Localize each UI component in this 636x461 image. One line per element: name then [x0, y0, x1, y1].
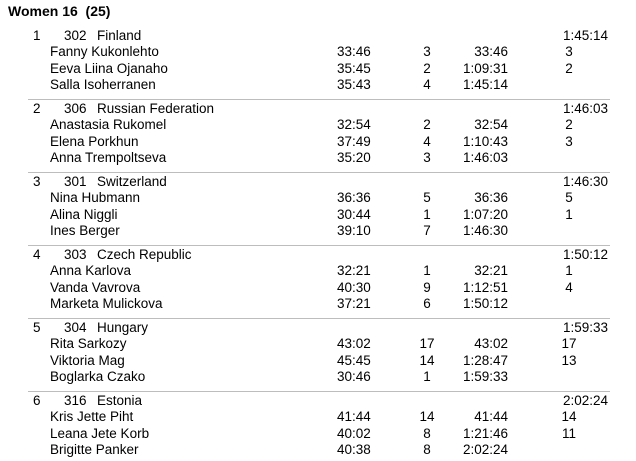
athlete-row: [0, 189, 636, 206]
leg-rank: 7: [423, 223, 431, 239]
cumulative-time: 1:12:51: [462, 279, 508, 295]
team-name: Czech Republic: [97, 247, 192, 262]
leg-time: 40:02: [337, 425, 371, 441]
athlete-row: [0, 43, 636, 60]
team-total-time: 1:45:14: [562, 28, 608, 43]
team-row: [0, 392, 636, 409]
team-name: Russian Federation: [97, 101, 215, 116]
leg-time: 32:21: [337, 263, 371, 279]
leg-rank: 9: [423, 279, 431, 295]
leg-time: 45:45: [337, 352, 371, 368]
running-place: 3: [565, 44, 573, 60]
athlete-name: Nina Hubmann: [50, 190, 141, 206]
cumulative-time: 41:44: [474, 409, 508, 425]
team-row: [0, 27, 636, 44]
team-row: [0, 319, 636, 336]
team-block: [0, 99, 636, 169]
team-name: Finland: [97, 28, 142, 43]
team-total-time: 1:46:30: [562, 174, 608, 189]
team-total-time: 1:50:12: [562, 247, 608, 262]
running-place: 2: [565, 117, 573, 133]
team-name: Estonia: [97, 393, 143, 408]
team-bib: 316: [64, 393, 87, 408]
athlete-name: Rita Sarkozy: [50, 336, 127, 352]
athlete-name: Boglarka Czako: [50, 369, 146, 385]
team-rank: 4: [33, 247, 41, 262]
team-total-time: 2:02:24: [562, 393, 608, 408]
athlete-row: [0, 133, 636, 150]
leg-rank: 17: [419, 336, 435, 352]
leg-time: 32:54: [337, 117, 371, 133]
athlete-name: Salla Isoherranen: [50, 77, 156, 93]
leg-rank: 5: [423, 190, 431, 206]
leg-time: 40:38: [337, 442, 371, 458]
team-name: Hungary: [97, 320, 149, 335]
athlete-row: [0, 149, 636, 166]
athlete-row: [0, 262, 636, 279]
team-bib: 306: [64, 101, 87, 116]
team-row: [0, 100, 636, 117]
leg-rank: 4: [423, 77, 431, 93]
cumulative-time: 36:36: [474, 190, 508, 206]
athlete-name: Fanny Kukonlehto: [50, 44, 159, 60]
leg-rank: 3: [423, 150, 431, 166]
athlete-row: [0, 352, 636, 369]
athlete-row: [0, 116, 636, 133]
leg-time: 35:45: [337, 60, 371, 76]
athlete-name: Anna Trempoltseva: [50, 150, 167, 166]
leg-time: 39:10: [337, 223, 371, 239]
leg-time: 33:46: [337, 44, 371, 60]
athlete-row: [0, 295, 636, 312]
team-row: [0, 246, 636, 263]
athlete-name: Viktoria Mag: [50, 352, 125, 368]
running-place: 1: [565, 206, 573, 222]
running-place: 3: [565, 133, 573, 149]
cumulative-time: 1:07:20: [462, 206, 508, 222]
leg-time: 37:21: [337, 296, 371, 312]
leg-time: 37:49: [337, 133, 371, 149]
cumulative-time: 1:45:14: [462, 77, 508, 93]
athlete-name: Anna Karlova: [50, 263, 132, 279]
running-place: 13: [561, 352, 577, 368]
athlete-row: [0, 279, 636, 296]
team-block: [0, 391, 636, 461]
cumulative-time: 43:02: [474, 336, 508, 352]
leg-rank: 4: [423, 133, 431, 149]
leg-rank: 8: [423, 425, 431, 441]
cumulative-time: 1:28:47: [462, 352, 508, 368]
team-bib: 304: [64, 320, 87, 335]
team-block: [0, 172, 636, 242]
leg-time: 30:46: [337, 369, 371, 385]
athlete-name: Eeva Liina Ojanaho: [50, 60, 168, 76]
cumulative-time: 1:50:12: [462, 296, 508, 312]
athlete-row: [0, 441, 636, 458]
team-rank: 3: [33, 174, 41, 189]
leg-rank: 2: [423, 60, 431, 76]
leg-time: 35:43: [337, 77, 371, 93]
running-place: 11: [561, 425, 576, 441]
team-total-time: 1:46:03: [562, 101, 608, 116]
cumulative-time: 1:59:33: [462, 369, 508, 385]
leg-rank: 14: [419, 409, 435, 425]
cumulative-time: 32:54: [474, 117, 508, 133]
team-row: [0, 173, 636, 190]
team-name: Switzerland: [97, 174, 167, 189]
athlete-name: Ines Berger: [50, 223, 120, 239]
running-place: 17: [561, 336, 577, 352]
team-total-time: 1:59:33: [562, 320, 608, 335]
athlete-name: Elena Porkhun: [50, 133, 139, 149]
cumulative-time: 1:46:30: [462, 223, 508, 239]
athlete-name: Marketa Mulickova: [50, 296, 163, 312]
athlete-name: Vanda Vavrova: [50, 279, 141, 295]
athlete-name: Alina Niggli: [50, 206, 118, 222]
athlete-row: [0, 368, 636, 385]
results-title: Women 16 (25): [8, 3, 111, 19]
team-rank: 1: [33, 28, 41, 43]
team-block: [0, 245, 636, 315]
leg-rank: 1: [423, 369, 431, 385]
running-place: 1: [565, 263, 573, 279]
team-rank: 5: [33, 320, 41, 335]
cumulative-time: 1:21:46: [462, 425, 508, 441]
cumulative-time: 1:10:43: [462, 133, 508, 149]
leg-rank: 6: [423, 296, 431, 312]
athlete-row: [0, 425, 636, 442]
athlete-row: [0, 222, 636, 239]
team-rank: 6: [33, 393, 41, 408]
athlete-row: [0, 335, 636, 352]
leg-time: 35:20: [337, 150, 371, 166]
team-block: [0, 26, 636, 96]
athlete-name: Brigitte Panker: [50, 442, 139, 458]
running-place: 4: [565, 279, 573, 295]
leg-rank: 1: [423, 263, 431, 279]
athlete-name: Kris Jette Piht: [50, 409, 134, 425]
running-place: 14: [561, 409, 577, 425]
cumulative-time: 2:02:24: [462, 442, 508, 458]
leg-time: 41:44: [337, 409, 371, 425]
team-bib: 301: [64, 174, 87, 189]
athlete-row: [0, 60, 636, 77]
athlete-row: [0, 206, 636, 223]
athlete-name: Anastasia Rukomel: [50, 117, 167, 133]
team-bib: 302: [64, 28, 87, 43]
team-bib: 303: [64, 247, 87, 262]
team-block: [0, 318, 636, 388]
leg-rank: 1: [423, 206, 431, 222]
athlete-name: Leana Jete Korb: [50, 425, 150, 441]
athlete-row: [0, 408, 636, 425]
leg-rank: 3: [423, 44, 431, 60]
cumulative-time: 33:46: [474, 44, 508, 60]
cumulative-time: 32:21: [474, 263, 508, 279]
leg-rank: 2: [423, 117, 431, 133]
cumulative-time: 1:09:31: [462, 60, 508, 76]
leg-rank: 14: [419, 352, 435, 368]
athlete-row: [0, 76, 636, 93]
leg-time: 30:44: [337, 206, 371, 222]
running-place: 5: [565, 190, 573, 206]
cumulative-time: 1:46:03: [462, 150, 508, 166]
leg-time: 36:36: [337, 190, 371, 206]
leg-rank: 8: [423, 442, 431, 458]
running-place: 2: [565, 60, 573, 76]
leg-time: 40:30: [337, 279, 371, 295]
leg-time: 43:02: [337, 336, 371, 352]
team-rank: 2: [33, 101, 41, 116]
